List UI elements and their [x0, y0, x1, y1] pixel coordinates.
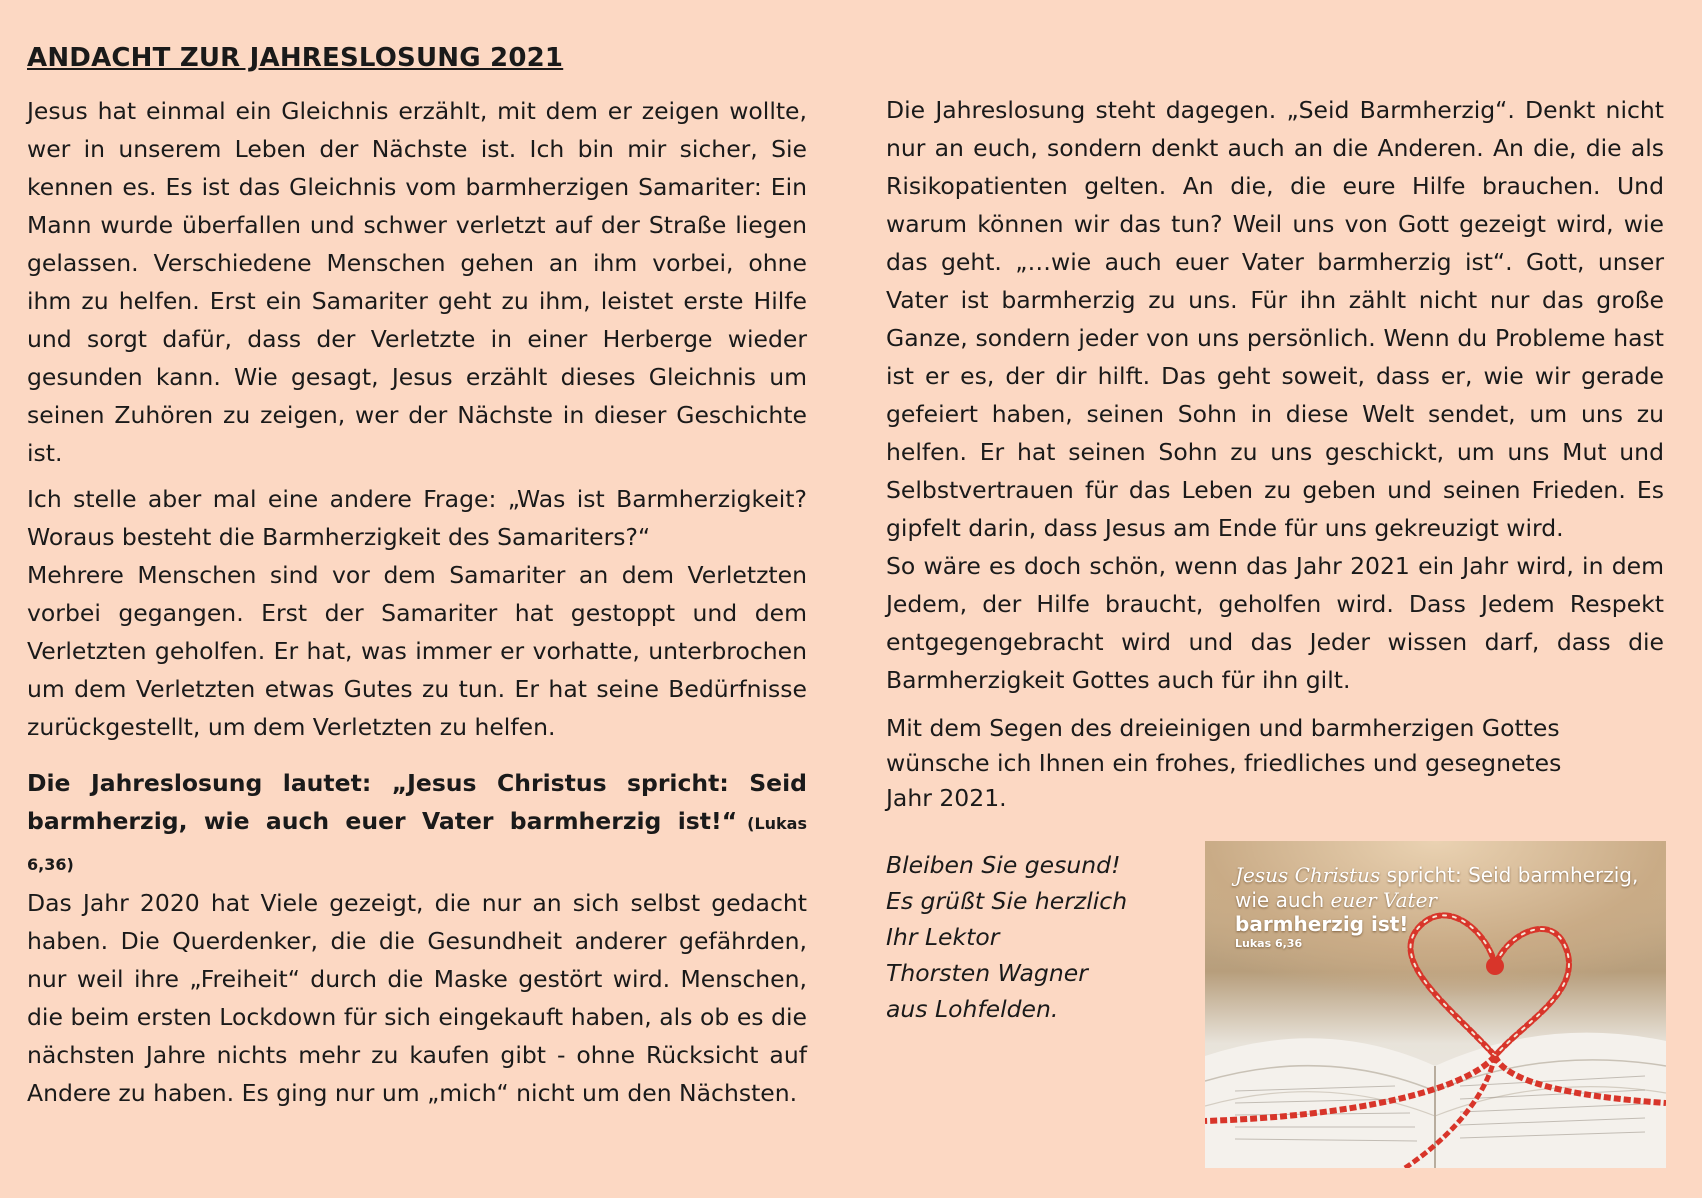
- caption-script: Jesus Christus: [1235, 863, 1381, 887]
- image-caption: [1235, 863, 1655, 952]
- caption-reference: Lukas 6,36: [1235, 937, 1303, 950]
- greeting-line: Es grüßt Sie herzlich: [886, 887, 1128, 915]
- caption-text: spricht: Seid barmherzig,: [1380, 863, 1639, 887]
- greeting-line: Bleiben Sie gesund!: [886, 851, 1121, 879]
- left-column: [27, 92, 807, 1112]
- jahreslosung: [27, 764, 807, 884]
- bible-reference: (Lukas 6,36): [27, 814, 807, 874]
- paragraph: Ich stelle aber mal eine andere Frage: „Was ist Barmherzigkeit? Woraus besteht die Barmherzigkeit des Samariters?“: [27, 485, 807, 551]
- paragraph: So wäre es doch schön, wenn das Jahr 2021 ein Jahr wird, in dem Jedem, der Hilfe braucht, geholfen wird. Dass Jedem Respekt entgegengebracht wird und das Jeder wissen darf, dass die Barmherzigkeit Gottes auch für ihn gilt.: [886, 552, 1664, 694]
- paragraph: Jesus hat einmal ein Gleichnis erzählt, mit dem er zeigen wollte, wer in unserem Leben der Nächste ist. Ich bin mir sicher, Sie kennen es. Es ist das Gleichnis vom barmherzigen Samariter: Ein Mann wurde überfallen und schwer verletzt auf der Straße liegen gelassen. Verschiedene Menschen gehen an ihm vorbei, ohne ihm zu helfen. Erst ein Samariter geht zu ihm, leistet erste Hilfe und sorgt dafür, dass der Verletzte in einer Herberge wieder gesunden kann. Wie gesagt, Jesus erzählt dieses Gleichnis um seinen Zuhören zu zeigen, wer der Nächste in dieser Geschichte ist.: [27, 97, 807, 467]
- blessing-line: Jahr 2021.: [886, 784, 1007, 812]
- caption-text: wie auch: [1235, 888, 1331, 912]
- jahreslosung-image: [1205, 841, 1666, 1168]
- paragraph: Mehrere Menschen sind vor dem Samariter an dem Verletzten vorbei gegangen. Erst der Samariter hat gestoppt und dem Verletzten geholfen. Er hat, was immer er vorhatte, unterbrochen um dem Verletzten etwas Gutes zu tun. Er hat seine Bedürfnisse zurückgestellt, um dem Verletzten zu helfen.: [27, 561, 807, 741]
- blessing-line: wünsche ich Ihnen ein frohes, friedliches und gesegnetes: [886, 749, 1562, 777]
- greeting-line: aus Lohfelden.: [886, 995, 1059, 1023]
- paragraph: Die Jahreslosung steht dagegen. „Seid Barmherzig“. Denkt nicht nur an euch, sondern denkt auch an die Anderen. An die, die als Risikopatienten gelten. An die, die eure Hilfe brauchen. Und warum können wir das tun? Weil uns von Gott gezeigt wird, wie das geht. „…wie auch euer Vater barmherzig ist“. Gott, unser Vater ist barmherzig zu uns. Für ihn zählt nicht nur das große Ganze, sondern jeder von uns persönlich. Wenn du Probleme hast ist er es, der dir hilft. Das geht soweit, dass er, wie wir gerade gefeiert haben, seinen Sohn in diese Welt sendet, um uns zu helfen. Er hat seinen Sohn zu uns geschickt, um uns Mut und Selbstvertrauen für das Leben zu geben und seinen Frieden. Es gipfelt darin, dass Jesus am Ende für uns gekreuzigt wird.: [886, 96, 1664, 542]
- blessing-line: Mit dem Segen des dreieinigen und barmherzigen Gottes: [886, 714, 1560, 742]
- caption-text: barmherzig ist!: [1235, 912, 1409, 936]
- caption-script: euer Vater: [1330, 888, 1437, 912]
- greeting-line: Ihr Lektor: [886, 923, 1000, 951]
- page-title: ANDACHT ZUR JAHRESLOSUNG 2021: [27, 43, 564, 73]
- paragraph: Das Jahr 2020 hat Viele gezeigt, die nur an sich selbst gedacht haben. Die Querdenker, die die Gesundheit anderer gefährden, nur weil ihre „Freiheit“ durch die Maske gestört wird. Menschen, die beim ersten Lockdown für sich eingekauft haben, als ob es die nächsten Jahre nichts mehr zu kaufen gibt - ohne Rücksicht auf Andere zu haben. Es ging nur um „mich“ nicht um den Nächsten.: [27, 889, 807, 1107]
- jahreslosung-text: Die Jahreslosung lautet: „Jesus Christus spricht: Seid barmherzig, wie auch euer Vater barmherzig ist!“: [27, 769, 807, 835]
- greeting-line: Thorsten Wagner: [886, 959, 1088, 987]
- blessing: [886, 711, 1664, 816]
